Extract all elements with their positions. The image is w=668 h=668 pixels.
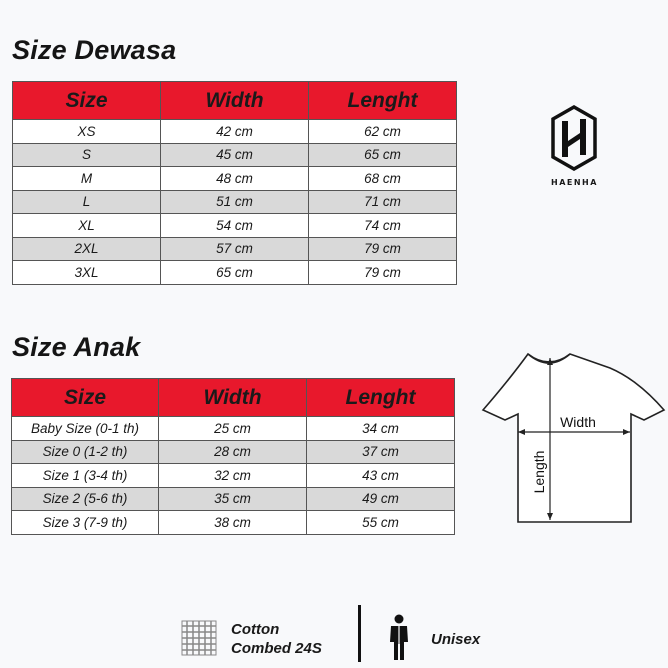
length-cell: 49 cm xyxy=(307,487,455,511)
size-cell: 3XL xyxy=(13,261,161,285)
length-label: Length xyxy=(531,450,547,494)
length-cell: 74 cm xyxy=(309,214,457,238)
length-cell: 79 cm xyxy=(309,261,457,285)
length-cell: 79 cm xyxy=(309,237,457,261)
tshirt-measurement-diagram xyxy=(478,350,668,530)
table-row xyxy=(13,143,457,167)
column-header-length: Lenght xyxy=(309,82,457,120)
length-cell: 68 cm xyxy=(309,167,457,191)
column-header-size: Size xyxy=(12,379,159,417)
length-cell: 55 cm xyxy=(307,511,455,535)
size-cell: Baby Size (0-1 th) xyxy=(12,417,159,441)
width-cell: 35 cm xyxy=(159,487,307,511)
fabric-weave-icon xyxy=(181,620,217,656)
table-row xyxy=(13,237,457,261)
length-cell: 62 cm xyxy=(309,120,457,144)
gender-text: Unisex xyxy=(431,631,481,648)
brand-name: HAENHA xyxy=(551,178,598,187)
width-cell: 57 cm xyxy=(161,237,309,261)
width-cell: 38 cm xyxy=(159,511,307,535)
material-text xyxy=(231,620,322,658)
size-cell: S xyxy=(13,143,161,167)
length-cell: 71 cm xyxy=(309,190,457,214)
table-row xyxy=(13,167,457,191)
column-header-width: Width xyxy=(161,82,309,120)
width-cell: 42 cm xyxy=(161,120,309,144)
width-label: Width xyxy=(560,414,596,430)
size-cell: L xyxy=(13,190,161,214)
material-line-2: Combed 24S xyxy=(231,640,322,657)
table-row xyxy=(13,214,457,238)
table-row xyxy=(12,464,455,488)
width-cell: 32 cm xyxy=(159,464,307,488)
footer-divider xyxy=(358,605,361,662)
size-cell: XL xyxy=(13,214,161,238)
column-header-size: Size xyxy=(13,82,161,120)
table-row xyxy=(12,440,455,464)
size-cell: Size 3 (7-9 th) xyxy=(12,511,159,535)
child-size-table xyxy=(11,378,455,535)
width-cell: 65 cm xyxy=(161,261,309,285)
column-header-length: Lenght xyxy=(307,379,455,417)
table-row xyxy=(13,190,457,214)
length-cell: 65 cm xyxy=(309,143,457,167)
length-cell: 43 cm xyxy=(307,464,455,488)
size-cell: Size 0 (1-2 th) xyxy=(12,440,159,464)
table-row xyxy=(12,511,455,535)
size-cell: XS xyxy=(13,120,161,144)
child-size-title: Size Anak xyxy=(12,332,141,362)
column-header-width: Width xyxy=(159,379,307,417)
haenha-logo-icon xyxy=(551,105,597,171)
adult-size-table xyxy=(12,81,457,285)
table-row xyxy=(13,261,457,285)
length-cell: 37 cm xyxy=(307,440,455,464)
brand-logo xyxy=(551,105,597,187)
width-cell: 48 cm xyxy=(161,167,309,191)
size-cell: M xyxy=(13,167,161,191)
width-cell: 54 cm xyxy=(161,214,309,238)
table-row xyxy=(12,487,455,511)
width-cell: 25 cm xyxy=(159,417,307,441)
length-cell: 34 cm xyxy=(307,417,455,441)
adult-size-title: Size Dewasa xyxy=(12,35,177,65)
material-line-1: Cotton xyxy=(231,621,280,638)
size-cell: Size 1 (3-4 th) xyxy=(12,464,159,488)
unisex-item xyxy=(387,614,411,667)
width-cell: 28 cm xyxy=(159,440,307,464)
unisex-person-icon xyxy=(387,614,411,662)
table-row xyxy=(12,417,455,441)
size-cell: 2XL xyxy=(13,237,161,261)
width-cell: 45 cm xyxy=(161,143,309,167)
table-header-row xyxy=(12,379,455,417)
table-row xyxy=(13,120,457,144)
cotton-fabric-item xyxy=(181,620,217,661)
width-cell: 51 cm xyxy=(161,190,309,214)
tshirt-outline xyxy=(483,354,664,522)
size-cell: Size 2 (5-6 th) xyxy=(12,487,159,511)
table-header-row xyxy=(13,82,457,120)
